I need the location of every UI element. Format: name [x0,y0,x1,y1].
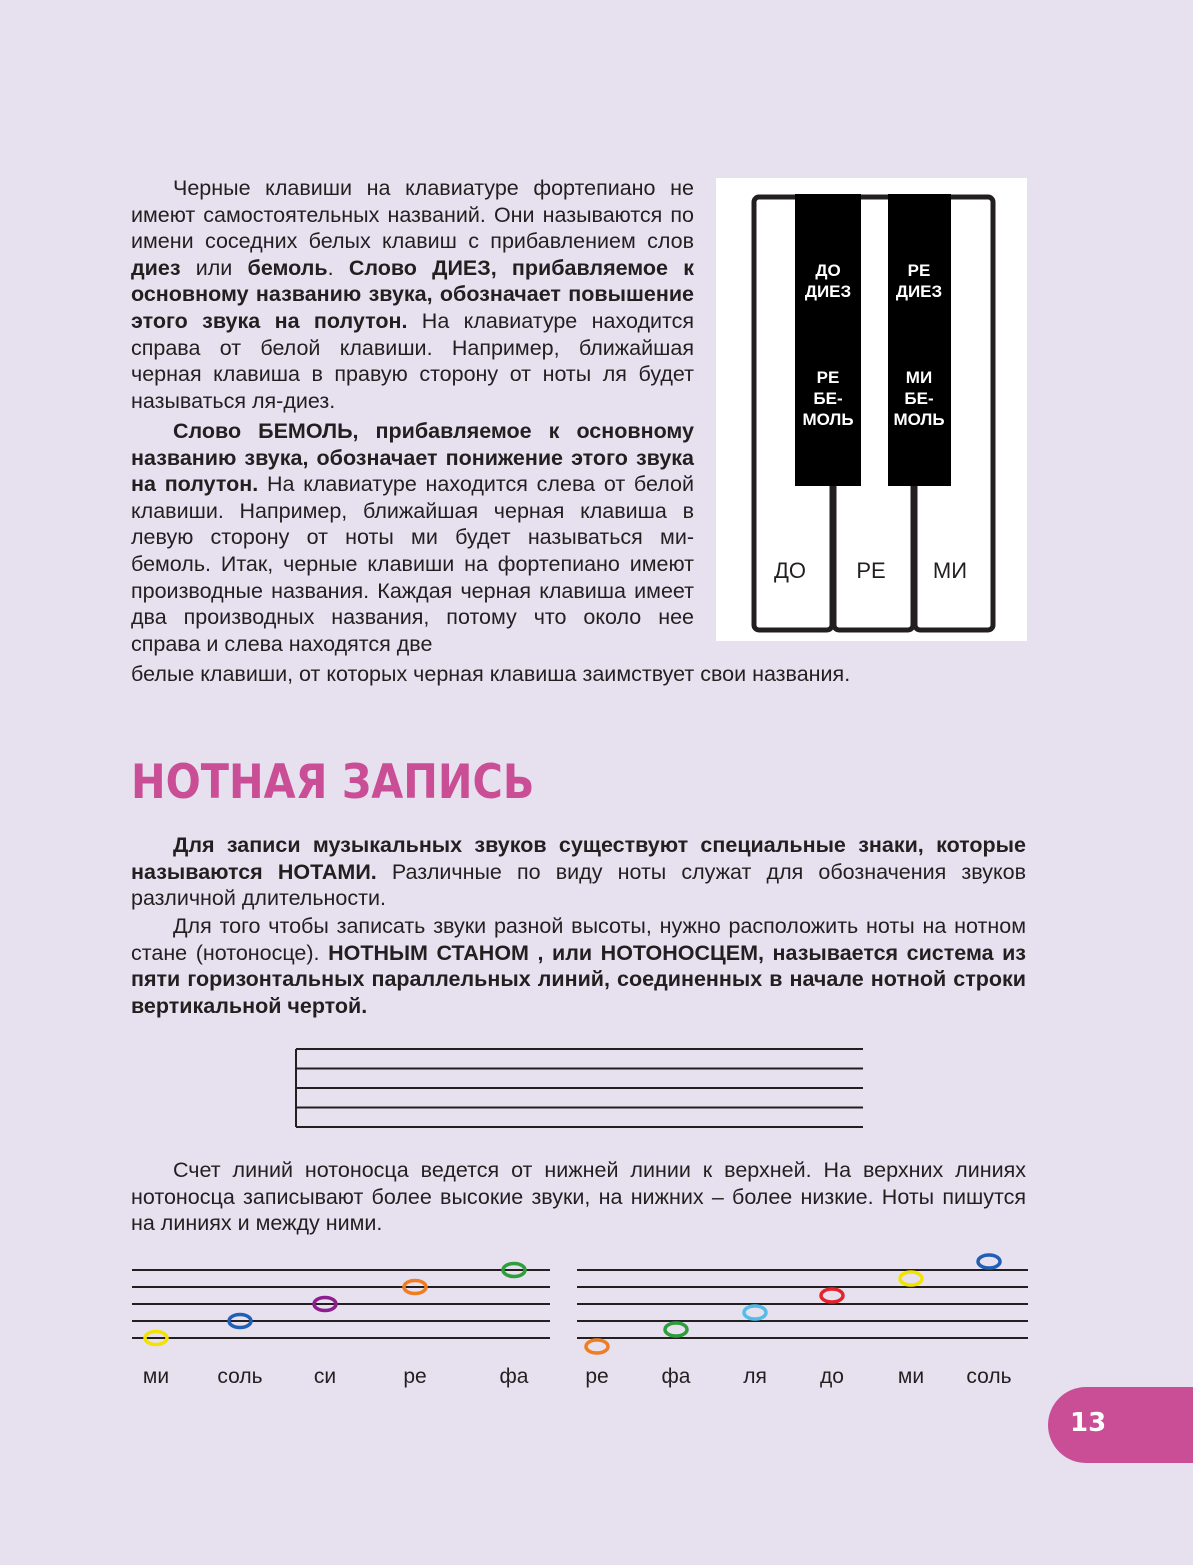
black-key-label: МОЛЬ [802,410,854,429]
note-2 [744,1306,766,1319]
note-1 [665,1323,687,1336]
text-run: белые клавиши, от которых черная клавиша заимствует свои названия. [131,662,851,686]
text-run: Различные по виду ноты служат для обозначения звуков различной длительности. [131,859,1026,911]
paragraph-notes [131,832,1026,912]
note-staffs [125,1245,1035,1395]
black-key-label: ДИЕЗ [804,282,852,301]
text-run: На клавиатуре находится справа от белой клавиши. Например, ближайшая черная клавиша в правую сторону от ноты ля будет называться ля-диез. [131,308,694,413]
note-label: ми [897,1365,925,1388]
note-label: соль [217,1365,263,1388]
white-key-label: РЕ [856,558,886,583]
black-key-2 [888,194,951,486]
staff-left [132,1264,550,1389]
note-label: ля [743,1365,767,1388]
text-run: или [180,255,248,280]
black-key-label: МОЛЬ [893,410,945,429]
text-run: Черные клавиши на клавиатуре фортепиано не имеют самостоятельных названий. Они называются по имени соседних белых клавиш с прибавлением слов [131,176,694,254]
text-run: Слово ДИЕЗ, прибавляемое к основному названию звука, обозначает повышение этого звука на полутон. [131,255,694,333]
piano-keyboard-diagram [716,178,1027,641]
text-run: диез [131,255,181,280]
note-label: до [820,1365,844,1388]
section-title: НОТНАЯ ЗАПИСЬ [131,755,535,810]
text-run: Для того чтобы записать звуки разной высоты, нужно расположить ноты на нотном стане (нотоносце). [131,914,1026,965]
black-key-label: ДО [815,261,841,280]
note-3 [821,1289,843,1302]
note-label: ми [142,1365,170,1388]
text-run: Счет линий нотоносца ведется от нижней линии к верхней. На верхних линиях нотоносца записывают более высокие звуки, на нижних – более низкие. Ноты пишутся на линиях и между ними. [131,1158,1026,1236]
black-key-label: БЕ- [813,389,843,408]
text-run: Слово БЕМОЛЬ, прибавляемое к основному названию звука, обозначает понижение этого звука на полутон. [131,419,694,497]
note-label: ре [403,1365,427,1388]
text-run: . [327,255,349,280]
text-run: НОТНЫМ СТАНОМ , или НОТОНОСЦЕМ, называется система из пяти горизонтальных параллельных линий, соединенных в начале нотной строки вертикальной чертой. [131,940,1026,1018]
black-key-label: РЕ [816,368,840,387]
white-key-label: ДО [773,558,807,583]
staff-example [293,1045,865,1131]
black-key-label: РЕ [907,261,931,280]
paragraph-staff [131,913,1026,1019]
staff-right [577,1255,1028,1388]
paragraph-lines [131,1157,1026,1237]
note-label: фа [661,1365,691,1388]
note-label: си [313,1365,337,1388]
note-4 [900,1272,922,1285]
note-0 [586,1340,608,1353]
white-key-label: МИ [932,558,968,583]
page-number: 13 [1070,1408,1107,1438]
note-5 [978,1255,1000,1268]
note-label: фа [499,1365,529,1388]
paragraph-flat [131,418,694,657]
note-label: ре [585,1365,609,1388]
text-run: бемоль [247,255,328,280]
text-run: Для записи музыкальных звуков существуют специальные знаки, которые называются НОТАМИ. [131,833,1026,884]
text-run: На клавиатуре находится слева от белой клавиши. Например, ближайшая черная клавиша в левую сторону от ноты ми будет называться ми-бемоль. Итак, черные клавиши на фортепиано имеют производные названия. Каждая черная клавиша имеет два производных названия, потому что около нее справа и слева находятся две [131,472,694,656]
paragraph-flat-end [131,661,921,688]
black-key-1 [795,194,861,486]
black-key-label: БЕ- [904,389,934,408]
black-key-label: МИ [905,368,933,387]
paragraph-black-keys [131,175,694,414]
note-label: соль [966,1365,1012,1388]
black-key-label: ДИЕЗ [895,282,943,301]
